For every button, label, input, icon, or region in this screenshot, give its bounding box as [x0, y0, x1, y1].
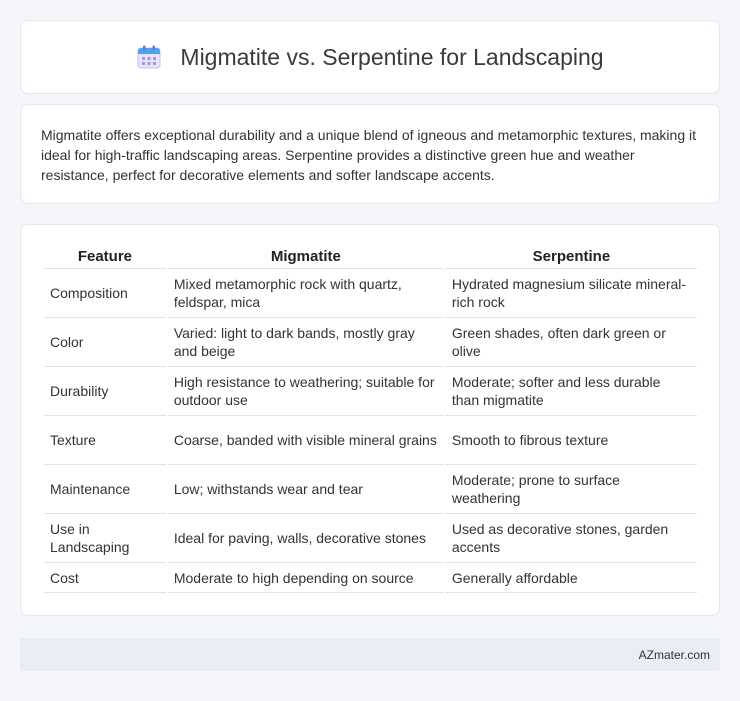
intro-card — [20, 104, 720, 204]
row-migmatite: Mixed metamorphic rock with quartz, feldspar, mica — [168, 269, 444, 318]
table-row — [44, 465, 697, 514]
row-serpentine: Moderate; prone to surface weathering — [446, 465, 697, 514]
row-feature: Cost — [44, 563, 166, 593]
header-feature: Feature — [44, 245, 166, 269]
table-row — [44, 514, 697, 563]
footer — [20, 638, 720, 671]
row-feature: Use in Landscaping — [44, 514, 166, 563]
table-header-row — [44, 245, 697, 269]
table-row — [44, 318, 697, 367]
intro-text: Migmatite offers exceptional durability and a unique blend of igneous and metamorphic textures, making it ideal for high-traffic landscaping areas. Serpentine provides a distinctive green hue and weather resistance, perfect for decorative elements and softer landscape accents. — [41, 127, 697, 183]
row-feature: Durability — [44, 367, 166, 416]
row-feature: Texture — [44, 416, 166, 465]
page-title: Migmatite vs. Serpentine for Landscaping — [180, 43, 604, 70]
comparison-card — [20, 224, 720, 616]
row-serpentine: Used as decorative stones, garden accents — [446, 514, 697, 563]
table-row — [44, 367, 697, 416]
header-serpentine: Serpentine — [446, 245, 697, 269]
row-migmatite: High resistance to weathering; suitable for outdoor use — [168, 367, 444, 416]
row-migmatite: Moderate to high depending on source — [168, 563, 444, 593]
table-row — [44, 416, 697, 465]
row-serpentine: Green shades, often dark green or olive — [446, 318, 697, 367]
title-card — [20, 20, 720, 94]
header-migmatite: Migmatite — [168, 245, 444, 269]
row-migmatite: Coarse, banded with visible mineral grains — [168, 416, 444, 465]
row-migmatite: Ideal for paving, walls, decorative stones — [168, 514, 444, 563]
row-serpentine: Hydrated magnesium silicate mineral-rich rock — [446, 269, 697, 318]
row-serpentine: Generally affordable — [446, 563, 697, 593]
row-migmatite: Varied: light to dark bands, mostly gray and beige — [168, 318, 444, 367]
row-feature: Color — [44, 318, 166, 367]
row-feature: Maintenance — [44, 465, 166, 514]
table-row — [44, 563, 697, 593]
row-migmatite: Low; withstands wear and tear — [168, 465, 444, 514]
calendar-icon — [136, 44, 162, 70]
row-serpentine: Moderate; softer and less durable than migmatite — [446, 367, 697, 416]
title-wrap — [136, 44, 603, 71]
comparison-table — [42, 245, 699, 593]
footer-brand-link[interactable]: AZmater.com — [638, 647, 710, 662]
table-row — [44, 269, 697, 318]
row-serpentine: Smooth to fibrous texture — [446, 416, 697, 465]
row-feature: Composition — [44, 269, 166, 318]
